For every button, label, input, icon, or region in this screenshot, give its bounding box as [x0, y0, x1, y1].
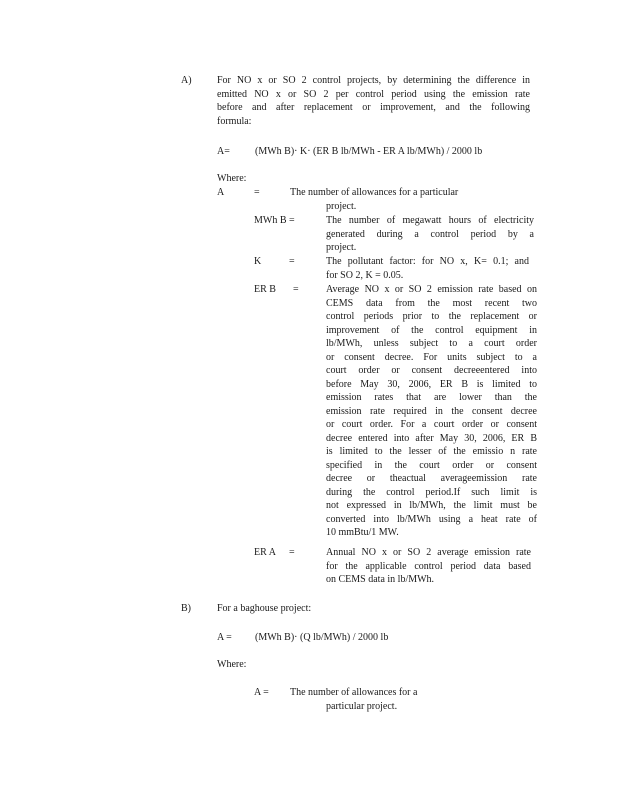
def-line: during the control period.If such limit is: [326, 486, 537, 498]
def-line: or court order. For a court order or consent: [326, 419, 537, 430]
def-sep: =: [293, 284, 299, 295]
def-line: or consent decree. For units subject to a: [326, 351, 537, 363]
section-b-intro: For a baghouse project:: [217, 603, 312, 614]
intro-line: formula:: [217, 115, 252, 127]
def-line: on CEMS data in lb/MWh.: [326, 574, 435, 585]
def-line: for SO 2, K = 0.05.: [326, 269, 404, 281]
def-body-erb: [326, 283, 537, 540]
def-line: emission rate required in the consent decree: [326, 405, 537, 417]
def-line: court order or consent decreeentered into: [326, 365, 537, 376]
section-a-label: A): [181, 75, 192, 86]
def-line: not expressed in lb/MWh, the limit must be: [326, 500, 537, 511]
def-line: decree entered into after May 30, 2006, ER B: [326, 432, 537, 444]
def-sep: =: [289, 547, 295, 558]
def-term-b-a: A =: [254, 687, 269, 698]
def-term-mwh: MWh B =: [254, 215, 295, 226]
def-term-era: ER A: [254, 547, 276, 558]
def-line: The number of allowances for a: [290, 687, 418, 698]
def-line: for the applicable control period data based: [326, 560, 531, 572]
def-line: CEMS data from the most recent two: [326, 297, 537, 309]
def-line: lb/MWh, unless subject to a court order: [326, 338, 537, 349]
def-term-erb: ER B: [254, 284, 276, 295]
def-line: Annual NO x or SO 2 average emission rate: [326, 547, 531, 558]
def-line: The pollutant factor: for NO x, K= 0.1; and: [326, 256, 529, 267]
formula-a-lhs: A=: [217, 146, 230, 157]
def-body-a: [290, 186, 490, 213]
def-body-mwh: [326, 214, 534, 255]
def-line: specified in the court order or consent: [326, 459, 537, 471]
def-body-era: [326, 546, 531, 587]
section-a-intro: [217, 74, 530, 128]
def-line: is limited to the lesser of the emissio n rate: [326, 446, 537, 457]
intro-line: For NO x or SO 2 control projects, by determining the difference in: [217, 75, 530, 86]
where-label-a: Where:: [217, 173, 247, 184]
def-line: before May 30, 2006, ER B is limited to: [326, 378, 537, 390]
formula-b-lhs: A =: [217, 632, 232, 643]
def-line: improvement of the control equipment in: [326, 324, 537, 336]
def-line: generated during a control period by a: [326, 228, 534, 240]
formula-a-rhs: (MWh B)· K· (ER B lb/MWh - ER A lb/MWh) / 2000 lb: [255, 146, 483, 157]
def-line: control periods prior to the replacement or: [326, 311, 537, 322]
section-b-label: B): [181, 603, 191, 614]
def-line: converted into lb/MWh using a heat rate of: [326, 513, 537, 525]
def-line: 10 mmBtu/1 MW.: [326, 527, 399, 538]
def-sep: =: [289, 256, 295, 267]
def-term-k: K: [254, 256, 262, 267]
def-term-a: A: [217, 187, 225, 198]
where-label-b: Where:: [217, 659, 247, 670]
def-line: particular project.: [326, 700, 398, 712]
intro-line: emitted NO x or SO 2 per control period using the emission rate: [217, 88, 530, 100]
intro-line: before and after replacement or improvement, and the following: [217, 102, 530, 113]
formula-b-rhs: (MWh B)· (Q lb/MWh) / 2000 lb: [255, 632, 389, 643]
def-line: The number of megawatt hours of electricity: [326, 215, 534, 226]
def-line: decree or theactual averageemission rate: [326, 473, 537, 484]
def-line: project.: [326, 200, 357, 212]
def-line: emission rates that are lower than the: [326, 392, 537, 403]
def-body-k: [326, 255, 529, 282]
def-line: project.: [326, 242, 357, 253]
def-sep: =: [254, 187, 260, 198]
def-body-b-a: [290, 686, 450, 713]
def-line: The number of allowances for a particular: [290, 187, 459, 198]
def-line: Average NO x or SO 2 emission rate based on: [326, 284, 537, 295]
